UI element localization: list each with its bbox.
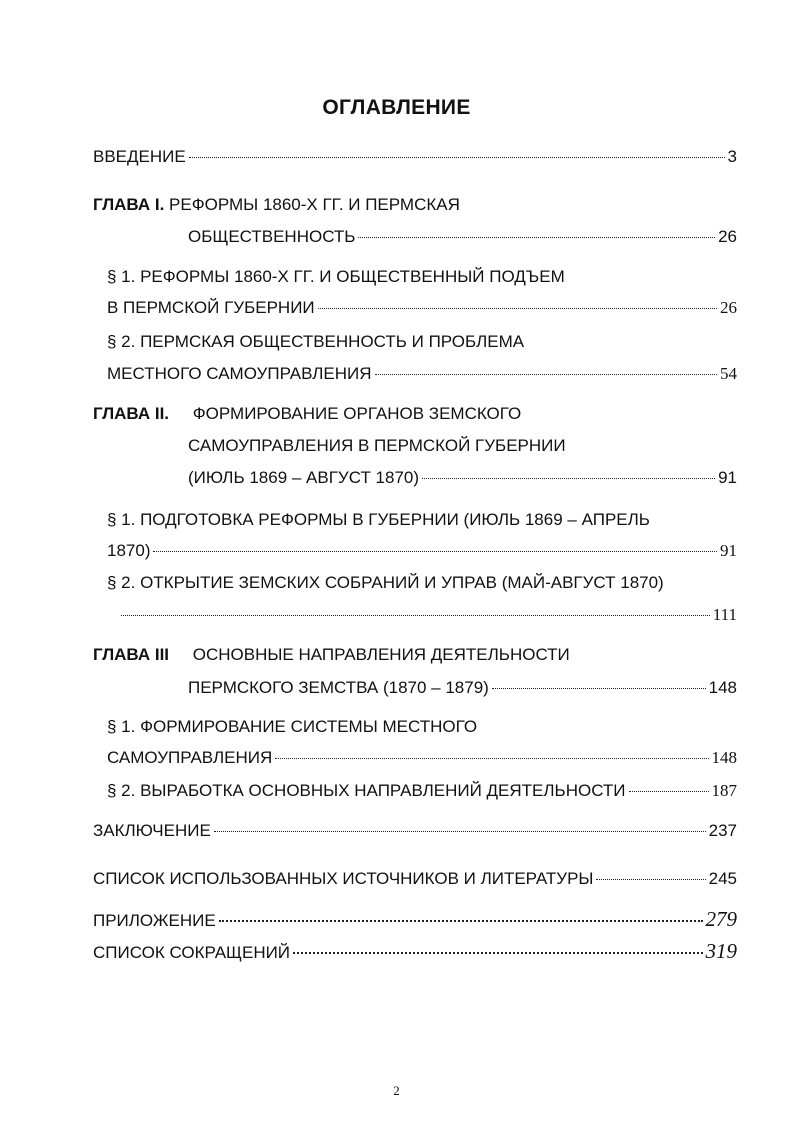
toc-page-number: 26: [720, 298, 737, 317]
toc-page-number: 91: [718, 468, 737, 487]
toc-page-number: 54: [720, 364, 737, 383]
toc-page-number: 3: [727, 147, 737, 166]
toc-page-number: 245: [708, 869, 737, 888]
toc-page-number: 187: [711, 781, 737, 800]
leader-dots: [275, 757, 708, 759]
leader-dots: [153, 550, 717, 552]
leader-dots: [629, 790, 709, 792]
toc-page-number: 237: [708, 821, 737, 840]
toc-entry-appendix[interactable]: [93, 908, 737, 932]
toc-chapter-3-heading[interactable]: [93, 644, 570, 666]
toc-entry-label: ПРИЛОЖЕНИЕ: [93, 911, 216, 930]
toc-page-number: 26: [718, 227, 737, 246]
toc-section-1-2[interactable]: [107, 363, 737, 385]
toc-page-number: 91: [720, 541, 737, 560]
leader-dots: [358, 236, 715, 238]
chapter-title-line-1: ОСНОВНЫЕ НАПРАВЛЕНИЯ ДЕЯТЕЛЬНОСТИ: [192, 645, 570, 664]
chapter-title-line-1: РЕФОРМЫ 1860-Х ГГ. И ПЕРМСКАЯ: [169, 195, 460, 214]
chapter-prefix: ГЛАВА III: [93, 645, 170, 664]
toc-section-2-2[interactable]: [107, 604, 737, 626]
toc-entry-label: СПИСОК СОКРАЩЕНИЙ: [93, 943, 291, 962]
leader-dots: [492, 687, 706, 689]
toc-chapter-2-title-end[interactable]: [188, 467, 737, 489]
toc-page-number: 319: [705, 939, 737, 963]
section-title-line-2: 1870): [107, 541, 151, 560]
section-title-line-2: САМОУПРАВЛЕНИЯ: [107, 748, 273, 767]
chapter-title-line-2: ОБЩЕСТВЕННОСТЬ: [188, 227, 356, 246]
toc-entry-label: ВВЕДЕНИЕ: [93, 147, 186, 166]
toc-page-number: 111: [712, 605, 737, 624]
chapter-title-line-2[interactable]: САМОУПРАВЛЕНИЯ В ПЕРМСКОЙ ГУБЕРНИИ: [188, 436, 566, 455]
chapter-title-line-3: (ИЮЛЬ 1869 – АВГУСТ 1870): [188, 468, 420, 487]
toc-chapter-1-title-end[interactable]: [188, 226, 737, 248]
chapter-title-line-2: ПЕРМСКОГО ЗЕМСТВА (1870 – 1879): [188, 678, 489, 697]
toc-page-number: 148: [708, 678, 737, 697]
leader-dots: [422, 477, 715, 479]
leader-dots: [375, 373, 717, 375]
leader-dots: [214, 830, 706, 832]
chapter-prefix: ГЛАВА II.: [93, 404, 170, 423]
chapter-prefix: ГЛАВА I.: [93, 195, 165, 214]
leader-dots: [318, 307, 717, 309]
toc-chapter-2-heading[interactable]: [93, 403, 521, 425]
toc-section-1-1-line-1[interactable]: § 1. РЕФОРМЫ 1860-Х ГГ. И ОБЩЕСТВЕННЫЙ ПОДЪЕМ: [107, 267, 565, 286]
section-title-line-2: МЕСТНОГО САМОУПРАВЛЕНИЯ: [107, 364, 372, 383]
leader-dots: [121, 614, 710, 616]
page-number: 2: [393, 1083, 400, 1098]
leader-dots: [596, 878, 705, 880]
toc-section-3-2[interactable]: [107, 780, 737, 802]
toc-section-2-1[interactable]: [107, 540, 737, 562]
page-title: ОГЛАВЛЕНИЕ: [322, 96, 471, 119]
toc-section-2-2-line-1[interactable]: § 2. ОТКРЫТИЕ ЗЕМСКИХ СОБРАНИЙ И УПРАВ (МАЙ-АВГУСТ 1870): [107, 573, 664, 592]
leader-dots: [189, 156, 725, 158]
section-title-line-2: В ПЕРМСКОЙ ГУБЕРНИИ: [107, 298, 315, 317]
toc-entry-abbreviations[interactable]: [93, 940, 737, 964]
chapter-title-line-1: ФОРМИРОВАНИЕ ОРГАНОВ ЗЕМСКОГО: [192, 404, 522, 423]
toc-chapter-3-title-end[interactable]: [188, 677, 737, 699]
toc-entry-label: ЗАКЛЮЧЕНИЕ: [93, 821, 211, 840]
toc-chapter-1-heading[interactable]: [93, 194, 460, 216]
leader-dots: [219, 919, 703, 922]
section-title-line-1: § 2. ВЫРАБОТКА ОСНОВНЫХ НАПРАВЛЕНИЙ ДЕЯТЕЛЬНОСТИ: [107, 781, 626, 800]
toc-section-1-2-line-1[interactable]: § 2. ПЕРМСКАЯ ОБЩЕСТВЕННОСТЬ И ПРОБЛЕМА: [107, 332, 525, 351]
toc-entry-label: СПИСОК ИСПОЛЬЗОВАННЫХ ИСТОЧНИКОВ И ЛИТЕРАТУРЫ: [93, 869, 594, 888]
toc-entry-sources[interactable]: [93, 868, 737, 890]
toc-page-number: 279: [705, 907, 737, 931]
leader-dots: [293, 951, 702, 954]
toc-entry-conclusion[interactable]: [93, 820, 737, 842]
toc-section-1-1[interactable]: [107, 297, 737, 319]
toc-section-2-1-line-1[interactable]: § 1. ПОДГОТОВКА РЕФОРМЫ В ГУБЕРНИИ (ИЮЛЬ 1869 – АПРЕЛЬ: [107, 510, 650, 529]
toc-section-3-1[interactable]: [107, 747, 737, 769]
toc-page-number: 148: [711, 748, 737, 767]
toc-entry-intro[interactable]: [93, 146, 737, 168]
toc-section-3-1-line-1[interactable]: § 1. ФОРМИРОВАНИЕ СИСТЕМЫ МЕСТНОГО: [107, 717, 478, 736]
